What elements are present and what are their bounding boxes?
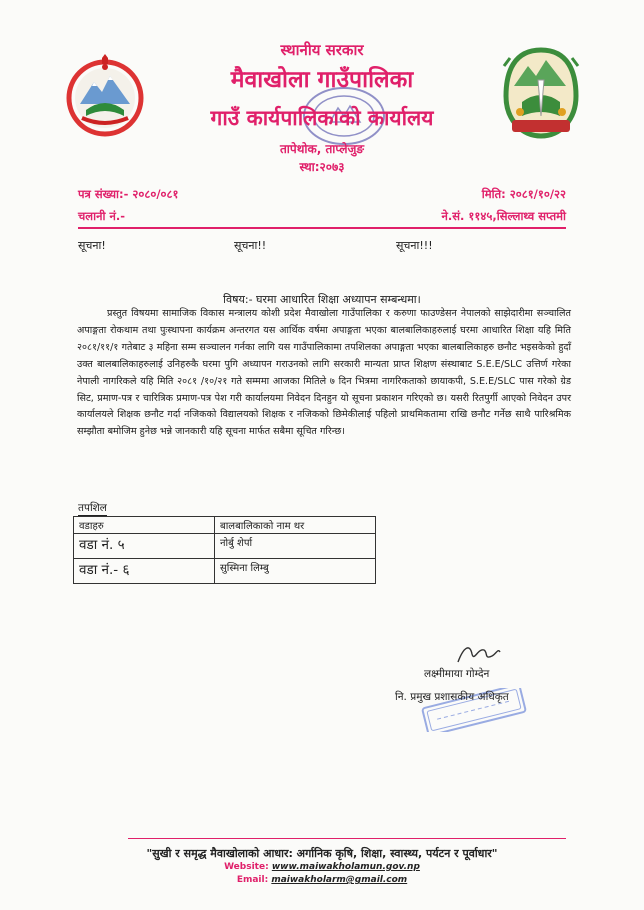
ward-cell: वडा नं. ५ — [74, 534, 215, 559]
table-row — [74, 534, 376, 559]
signatory-name: लक्ष्मीमाया गोम्देन — [424, 668, 490, 680]
patra-sankhya: पत्र संख्या:- २०८०/०८१ — [78, 187, 179, 201]
table-header-row — [74, 517, 376, 534]
signatory-title: नि. प्रमुख प्रशासकीय अधिकृत — [395, 691, 509, 703]
footer-divider — [128, 838, 566, 839]
website-label: Website: — [224, 862, 269, 872]
table-row — [74, 559, 376, 584]
footer-email-line — [0, 875, 644, 885]
header-local-government: स्थानीय सरकार — [280, 41, 364, 59]
date: मिति: २०८१/१०/२२ — [481, 187, 566, 201]
notice-1: सूचना! — [78, 239, 106, 252]
email-link[interactable]: maiwakholarm@gmail.com — [271, 875, 408, 885]
footer-website-line — [0, 862, 644, 872]
name-cell: सुस्मिना लिम्बु — [215, 559, 376, 584]
signature-icon — [454, 640, 504, 670]
website-link[interactable]: www.maiwakholamun.gov.np — [271, 862, 420, 872]
table-header-name: बालबालिकाको नाम थर — [215, 517, 376, 534]
email-label: Email: — [236, 875, 269, 885]
subject-line: विषय:- घरमा आधारित शिक्षा अध्यापन सम्बन्धमा। — [223, 293, 421, 306]
tapsil-label: तपशिल — [78, 502, 107, 514]
header-established: स्था:२०७३ — [299, 160, 345, 174]
ward-cell: वडा नं.- ६ — [74, 559, 215, 584]
nepal-sambat-date: ने.सं. ११४५,सिल्लाथ्व सप्तमी — [441, 209, 566, 223]
ward-table — [73, 516, 376, 584]
chalani-number: चलानी नं.- — [78, 209, 125, 223]
header-municipality-name: मैवाखोला गाउँपालिका — [230, 67, 414, 93]
notice-3: सूचना!!! — [396, 239, 433, 252]
header-divider — [78, 227, 566, 229]
notice-2: सूचना!! — [234, 239, 267, 252]
notice-body: प्रस्तुत विषयमा सामाजिक विकास मन्त्रालय कोशी प्रदेश मैवाखोला गाउँपालिका र करुणा फाउण्डेसन नेपालको साझेदारीमा सञ्चालित अपाङ्गता रोकथाम तथा पुःस्थापना कार्यक्रम अन्तरगत यस आर्थिक वर्षमा अपाङ्गता भएका बालबालिकाहरुलाई घरमा आधारित शिक्षा यहि मिति २०८१/११/१ गतेबाट ३ महिना सम्म सञ्चालन गर्नका लागि यस गाउँपालिकामा तपशिलका अपाङ्गता भएका बालबालिकाहरु छनौट भइसकेको हुदाँ उक्त बालबालिकाहरुलाई उनिहरुकै घरमा पुगि अध्यापन गराउनको लागि सरकारी मान्यता प्राप्त शिक्षण संस्थाबाट S.E.E/SLC उत्तिर्ण गरेका नेपाली नागरिकले यहि मिति २०८१ /१०/२१ गते सम्ममा आजका मितिले ७ दिन भित्रमा नागरिकताको छायाकपी, S.E.E/SLC पास गरेको ग्रेड सिट, प्रमाण-पत्र र चारित्रिक प्रमाण-पत्र पेश गरी कार्यालयमा निवेदन दिनहुन यो सूचना प्रकाशन गरिएको छ। यसरी रितपुर्गी आएको निवेदन उपर कार्यालयले शिक्षक छनौट गर्दा नजिकको विद्यालयको शिक्षक र नजिकको छिमेकीलाई पहिलो प्राथमिकतामा राखि छनौट गर्नेछ साथै पारिश्रमिक सम्झौता बमोजिम हुनेछ भन्ने जानकारी यहि सूचना मार्फत सबैमा सूचित गरिन्छ। — [77, 308, 571, 438]
table-header-ward: वडाहरु — [74, 517, 215, 534]
header-office-name: गाउँ कार्यपालिकाको कार्यालय — [210, 106, 434, 130]
header-address: तापेथोक, ताप्लेजुङ — [279, 142, 365, 156]
footer-slogan: "सुखी र समृद्ध मैवाखोलाको आधार: अर्गानिक कृषि, शिक्षा, स्वास्थ्य, पर्यटन र पूर्वाधार" — [146, 847, 498, 860]
name-cell: नोर्बु शेर्पा — [215, 534, 376, 559]
